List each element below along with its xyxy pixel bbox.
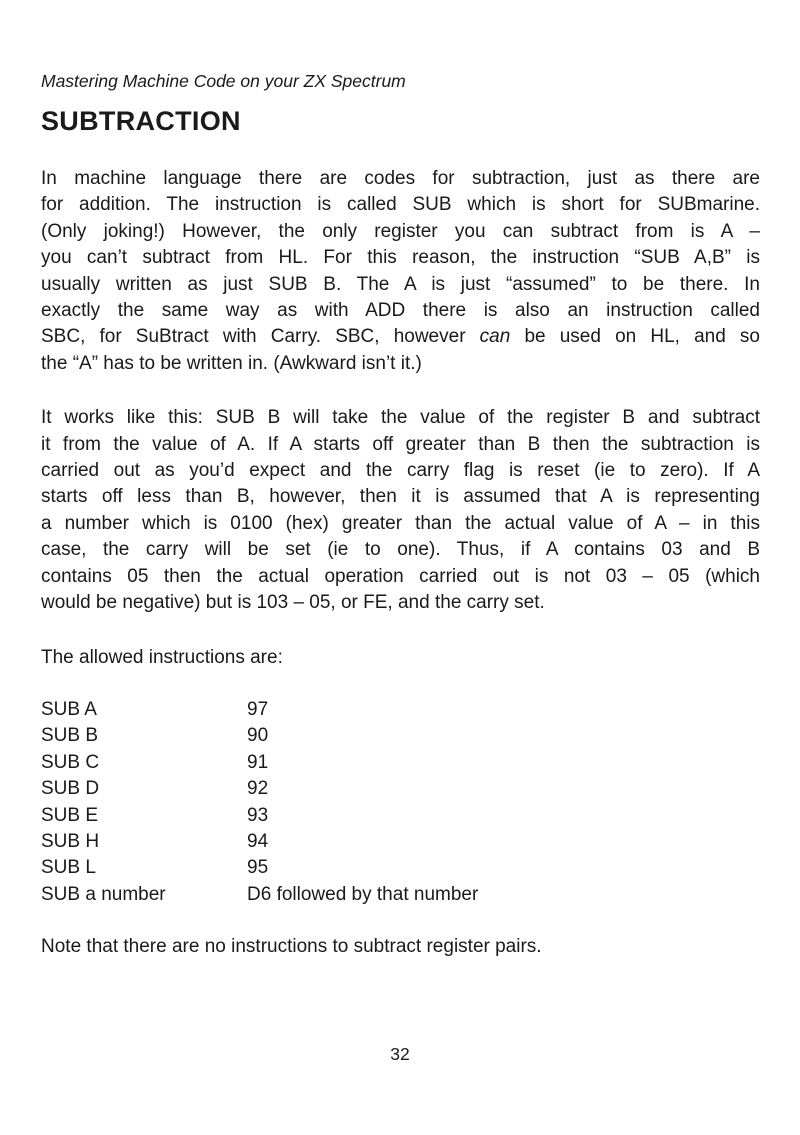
page-content bbox=[41, 0, 760, 961]
paragraph-line: starts off less than B, however, then it is assumed that A is representing bbox=[41, 486, 760, 508]
instruction-row bbox=[41, 723, 760, 749]
paragraph-line: it from the value of A. If A starts off greater than B then the subtraction is bbox=[41, 433, 760, 455]
paragraph-line: case, the carry will be set (ie to one). Thus, if A contains 03 and B bbox=[41, 539, 760, 561]
running-head: Mastering Machine Code on your ZX Spectrum bbox=[41, 71, 406, 91]
paragraph-1 bbox=[41, 166, 760, 377]
page-number: 32 bbox=[390, 1044, 410, 1064]
paragraph-line: SBC, for SuBtract with Carry. SBC, however can be used on HL, and so bbox=[41, 326, 760, 348]
instruction-opcode: 95 bbox=[247, 857, 269, 879]
instruction-mnemonic: SUB a number bbox=[41, 883, 166, 905]
instructions-table bbox=[41, 697, 760, 908]
instruction-opcode: 92 bbox=[247, 778, 269, 800]
paragraph-line: contains 05 then the actual operation carried out is not 03 – 05 (which bbox=[41, 565, 760, 587]
paragraph-line: would be negative) but is 103 – 05, or FE, and the carry set. bbox=[41, 592, 545, 614]
instruction-row bbox=[41, 697, 760, 723]
paragraph-line: exactly the same way as with ADD there is also an instruction called bbox=[41, 300, 760, 322]
paragraph-line: (Only joking!) However, the only register you can subtract from is A – bbox=[41, 220, 760, 242]
paragraph-line: the “A” has to be written in. (Awkward isn’t it.) bbox=[41, 352, 422, 374]
instruction-opcode: 90 bbox=[247, 725, 269, 747]
instruction-row bbox=[41, 776, 760, 802]
instruction-row bbox=[41, 750, 760, 776]
instruction-opcode: 91 bbox=[247, 751, 269, 773]
paragraph-line: carried out as you’d expect and the carry flag is reset (ie to zero). If A bbox=[41, 460, 760, 482]
note-text: Note that there are no instructions to subtract register pairs. bbox=[41, 936, 542, 958]
instruction-mnemonic: SUB B bbox=[41, 725, 99, 747]
instruction-opcode: D6 followed by that number bbox=[247, 883, 479, 905]
instruction-row bbox=[41, 882, 760, 908]
paragraph-line: It works like this: SUB B will take the value of the register B and subtract bbox=[41, 407, 760, 429]
instruction-mnemonic: SUB L bbox=[41, 857, 96, 879]
instruction-row bbox=[41, 803, 760, 829]
paragraph-line: for addition. The instruction is called SUB which is short for SUBmarine. bbox=[41, 194, 760, 216]
instruction-opcode: 97 bbox=[247, 698, 269, 720]
instruction-mnemonic: SUB H bbox=[41, 830, 100, 852]
paragraph-line: you can’t subtract from HL. For this reason, the instruction “SUB A,B” is bbox=[41, 247, 760, 269]
paragraph-2 bbox=[41, 405, 760, 616]
instruction-opcode: 93 bbox=[247, 804, 269, 826]
paragraph-line: usually written as just SUB B. The A is just “assumed” to be there. In bbox=[41, 273, 760, 295]
page-title: SUBTRACTION bbox=[41, 106, 241, 136]
instruction-mnemonic: SUB C bbox=[41, 751, 100, 773]
paragraph-line: a number which is 0100 (hex) greater than the actual value of A – in this bbox=[41, 512, 760, 534]
instruction-mnemonic: SUB D bbox=[41, 778, 100, 800]
paragraph-line: In machine language there are codes for subtraction, just as there are bbox=[41, 168, 760, 189]
instructions-intro: The allowed instructions are: bbox=[41, 646, 283, 668]
instruction-row bbox=[41, 829, 760, 855]
instruction-row bbox=[41, 855, 760, 881]
instruction-mnemonic: SUB E bbox=[41, 804, 99, 826]
instruction-mnemonic: SUB A bbox=[41, 698, 97, 720]
instruction-opcode: 94 bbox=[247, 830, 269, 852]
